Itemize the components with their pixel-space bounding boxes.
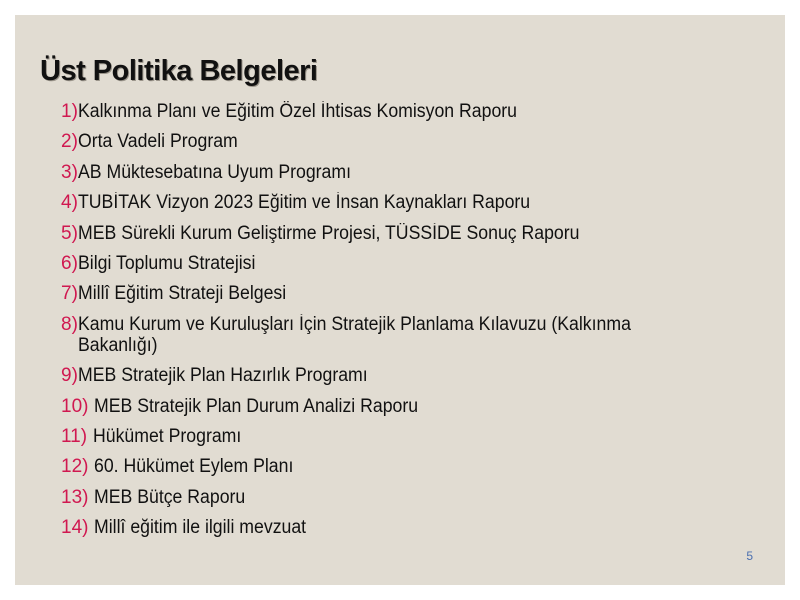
list-item	[61, 101, 741, 122]
list-item-text: 60. Hükümet Eylem Planı	[94, 456, 294, 478]
list-item	[61, 456, 741, 477]
list-item	[61, 192, 741, 213]
list-item-number: 5)	[61, 222, 78, 244]
list-item-text: Millî eğitim ile ilgili mevzuat	[94, 517, 307, 539]
list-item-text: MEB Sürekli Kurum Geliştirme Projesi, TÜSSİDE Sonuç Raporu	[77, 222, 580, 244]
list-item-text: Orta Vadeli Program	[77, 131, 238, 153]
list-item-number: 1)	[61, 101, 78, 122]
list-item-number: 6)	[61, 252, 78, 274]
list-item	[61, 396, 741, 417]
page-number: 5	[746, 549, 753, 563]
list-item-text: Kalkınma Planı ve Eğitim Özel İhtisas Komisyon Raporu	[77, 101, 517, 122]
list-item-text: Bilgi Toplumu Stratejisi	[77, 252, 256, 274]
list-item	[61, 131, 741, 152]
list-item	[61, 487, 741, 508]
list-item	[61, 253, 741, 274]
list-item	[61, 314, 741, 356]
list-item	[61, 223, 741, 244]
list-item-number: 2)	[61, 131, 78, 153]
list-item-text: TUBİTAK Vizyon 2023 Eğitim ve İnsan Kaynakları Raporu	[77, 192, 531, 214]
list-item-text: Kamu Kurum ve Kuruluşları İçin Stratejik Planlama Kılavuzu (Kalkınma Bakanlığı)	[77, 313, 631, 356]
slide-title: Üst Politika Belgeleri	[40, 55, 318, 87]
list-item-number: 11)	[61, 425, 88, 447]
list-item	[61, 365, 741, 386]
list-item-number: 12)	[61, 456, 89, 478]
list-item-text: MEB Bütçe Raporu	[94, 486, 246, 508]
slide	[15, 15, 785, 585]
list-item-number: 4)	[61, 192, 78, 214]
policy-document-list	[61, 101, 741, 547]
list-item-text: MEB Stratejik Plan Durum Analizi Raporu	[94, 395, 419, 417]
list-item-number: 10)	[61, 395, 89, 417]
list-item	[61, 426, 741, 447]
list-item-text: MEB Stratejik Plan Hazırlık Programı	[77, 365, 368, 387]
list-item	[61, 162, 741, 183]
list-item-text: AB Müktesebatına Uyum Programı	[77, 161, 351, 183]
list-item-number: 13)	[61, 486, 89, 508]
list-item-number: 8)	[61, 313, 78, 335]
list-item-number: 9)	[61, 365, 78, 387]
list-item-number: 3)	[61, 161, 78, 183]
list-item-text: Millî Eğitim Strateji Belgesi	[77, 283, 287, 305]
list-item-number: 14)	[61, 517, 89, 539]
list-item	[61, 283, 741, 304]
list-item-text: Hükümet Programı	[93, 425, 242, 447]
list-item-number: 7)	[61, 283, 78, 305]
list-item	[61, 517, 741, 538]
